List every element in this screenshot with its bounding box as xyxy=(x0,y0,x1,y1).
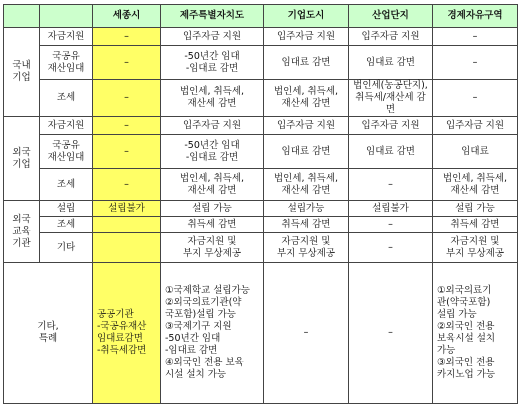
header-blank-2 xyxy=(40,5,93,28)
category-cell: 조세 xyxy=(40,169,93,201)
header-industrial-complex: 산업단지 xyxy=(349,5,433,28)
sejong-cell xyxy=(93,233,161,263)
jeju-cell: 입주자금 지원 xyxy=(161,28,264,46)
category-cell: 자금지원 xyxy=(40,28,93,46)
table-row xyxy=(4,169,518,201)
category-cell: 자금지원 xyxy=(40,117,93,135)
table-row xyxy=(4,80,518,117)
header-blank xyxy=(4,5,40,28)
category-cell: 국공유 재산임대 xyxy=(40,46,93,80)
fez-cell: 임대료 xyxy=(433,135,518,169)
enterprise-cell: 설립가능 xyxy=(264,201,349,217)
enterprise-cell: 법인세, 취득세, 재산세 감면 xyxy=(264,169,349,201)
sejong-cell: – xyxy=(93,80,161,117)
enterprise-cell: 임대료 감면 xyxy=(264,135,349,169)
header-sejong: 세종시 xyxy=(93,5,161,28)
category-cell: 기타 xyxy=(40,233,93,263)
sejong-cell: – xyxy=(93,169,161,201)
sejong-cell: – xyxy=(93,46,161,80)
fez-cell: ①외국의료기 관(약국포함) 설립 가능 ②외국인 전용 보육시설 설치 가능 ③외국인 전용 카지노업 가능 xyxy=(433,263,518,404)
jeju-cell: 법인세, 취득세, 재산세 감면 xyxy=(161,169,264,201)
sejong-cell: – xyxy=(93,28,161,46)
category-cell: 국공유 재산임대 xyxy=(40,135,93,169)
jeju-cell: ①국제학교 설립가능 ②외국의료기관(약 국포함)설립 가능 ③국제기구 지원 -50년간 임대 -임대료 감면 ④외국인 전용 보육 시설 설치 가능 xyxy=(161,263,264,404)
industrial-cell: 임대료 감면 xyxy=(349,135,433,169)
fez-cell: 법인세, 취득세, 재산세 감면 xyxy=(433,169,518,201)
fez-cell: 입주자금 지원 xyxy=(433,117,518,135)
fez-cell: – xyxy=(433,80,518,117)
industrial-cell: – xyxy=(349,169,433,201)
sejong-cell: – xyxy=(93,117,161,135)
table-row xyxy=(4,233,518,263)
jeju-cell: -50년간 임대 -임대료 감면 xyxy=(161,46,264,80)
jeju-cell: 입주자금 지원 xyxy=(161,117,264,135)
fez-cell: 취득세 감면 xyxy=(433,217,518,233)
table-row xyxy=(4,117,518,135)
jeju-cell: 설립 가능 xyxy=(161,201,264,217)
enterprise-cell: 입주자금 지원 xyxy=(264,28,349,46)
header-free-economic-zone: 경제자유구역 xyxy=(433,5,518,28)
category-cell: 조세 xyxy=(40,217,93,233)
category-cell: 설립 xyxy=(40,201,93,217)
industrial-cell: 임대료 감면 xyxy=(349,46,433,80)
fez-cell: – xyxy=(433,28,518,46)
group-school: 외국 교육 기관 xyxy=(4,201,40,263)
table-row xyxy=(4,263,518,404)
enterprise-cell: – xyxy=(264,263,349,404)
jeju-cell: -50년간 임대 -임대료 감면 xyxy=(161,135,264,169)
sejong-cell: 설립불가 xyxy=(93,201,161,217)
enterprise-cell: 취득세 감면 xyxy=(264,217,349,233)
table-row xyxy=(4,46,518,80)
enterprise-cell: 자금지원 및 부지 무상제공 xyxy=(264,233,349,263)
jeju-cell: 법인세, 취득세, 재산세 감면 xyxy=(161,80,264,117)
table-row xyxy=(4,217,518,233)
fez-cell: 설립 가능 xyxy=(433,201,518,217)
industrial-cell: – xyxy=(349,263,433,404)
industrial-cell: – xyxy=(349,217,433,233)
table-row xyxy=(4,28,518,46)
category-cell: 조세 xyxy=(40,80,93,117)
header-enterprise-city: 기업도시 xyxy=(264,5,349,28)
industrial-cell: 설립불가 xyxy=(349,201,433,217)
fez-cell: – xyxy=(433,46,518,80)
group-foreign: 외국 기업 xyxy=(4,117,40,201)
sejong-cell: 공공기관 -국공유재산 임대료감면 -취득세감면 xyxy=(93,263,161,404)
industrial-cell: 법인세(농공단지), 취득세/재산세 감면 xyxy=(349,80,433,117)
header-jeju: 제주특별자치도 xyxy=(161,5,264,28)
industrial-cell: 입주자금 지원 xyxy=(349,117,433,135)
group-other: 기타, 특례 xyxy=(4,263,93,404)
enterprise-cell: 임대료 감면 xyxy=(264,46,349,80)
group-domestic: 국내 기업 xyxy=(4,28,40,117)
header-row xyxy=(4,5,518,28)
table-row xyxy=(4,201,518,217)
enterprise-cell: 법인세, 취득세, 재산세 감면 xyxy=(264,80,349,117)
jeju-cell: 취득세 감면 xyxy=(161,217,264,233)
sejong-cell xyxy=(93,217,161,233)
industrial-cell: – xyxy=(349,233,433,263)
industrial-cell: 입주자금 지원 xyxy=(349,28,433,46)
comparison-table xyxy=(3,4,518,404)
enterprise-cell: 입주자금 지원 xyxy=(264,117,349,135)
table-row xyxy=(4,135,518,169)
fez-cell: 자금지원 및 부지 무상제공 xyxy=(433,233,518,263)
sejong-cell: – xyxy=(93,135,161,169)
jeju-cell: 자금지원 및 부지 무상제공 xyxy=(161,233,264,263)
